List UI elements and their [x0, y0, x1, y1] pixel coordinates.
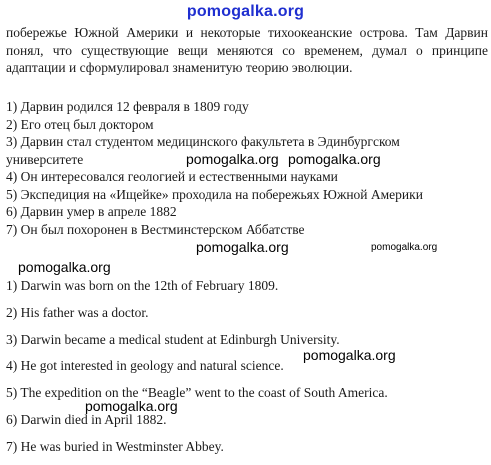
english-list-item-2: 2) His father was a doctor. [6, 304, 149, 320]
russian-list-item-7: 7) Он был похоронен в Вестминстерском Аббатстве [6, 221, 305, 237]
english-list-item-7: 7) He was buried in Westminster Abbey. [6, 438, 224, 454]
header-watermark: pomogalka.org [186, 3, 305, 20]
russian-list-item-1: 1) Дарвин родился 12 февраля в 1809 году [6, 99, 249, 114]
watermark-overlay: pomogalka.org [303, 347, 396, 363]
russian-answer-list [6, 98, 488, 238]
watermark-overlay: pomogalka.org [18, 259, 111, 275]
russian-paragraph: побережье Южной Америки и некоторые тихоокеанские острова. Там Дарвин понял, что существующие вещи меняются со временем, думал о принципе адаптации и сформулировал знаменитую теорию эволюции. [6, 25, 488, 75]
english-answer-list [6, 277, 488, 465]
russian-list-item-3: 3) Дарвин стал студентом медицинского факультета в Эдинбургском [6, 134, 400, 149]
russian-list-item-3-continued: университете [6, 151, 84, 167]
english-list-item-1: 1) Darwin was born on the 12th of February 1809. [6, 278, 279, 293]
watermark-overlay: pomogalka.org [288, 151, 381, 167]
russian-list-item-5: 5) Экспедиция на «Ищейке» проходила на побережьях Южной Америки [6, 186, 423, 202]
english-list-item-5: 5) The expedition on the “Beagle” went to the coast of South America. [6, 385, 388, 401]
watermark-overlay: pomogalka.org [196, 239, 289, 255]
russian-text-block [6, 24, 488, 77]
english-list-item-3: 3) Darwin became a medical student at Edinburgh University. [6, 331, 340, 347]
russian-list-item-4: 4) Он интересовался геологией и естественными науками [6, 169, 338, 184]
watermark-overlay: pomogalka.org [85, 398, 178, 414]
english-list-item-6: 6) Darwin died in April 1882. [6, 411, 167, 427]
watermark-overlay: pomogalka.org [371, 242, 438, 253]
russian-list-item-2: 2) Его отец был доктором [6, 116, 154, 132]
watermark-overlay: pomogalka.org [186, 151, 279, 167]
russian-list-item-6: 6) Дарвин умер в апреле 1882 [6, 204, 177, 219]
english-list-item-4: 4) He got interested in geology and natural science. [6, 358, 284, 374]
